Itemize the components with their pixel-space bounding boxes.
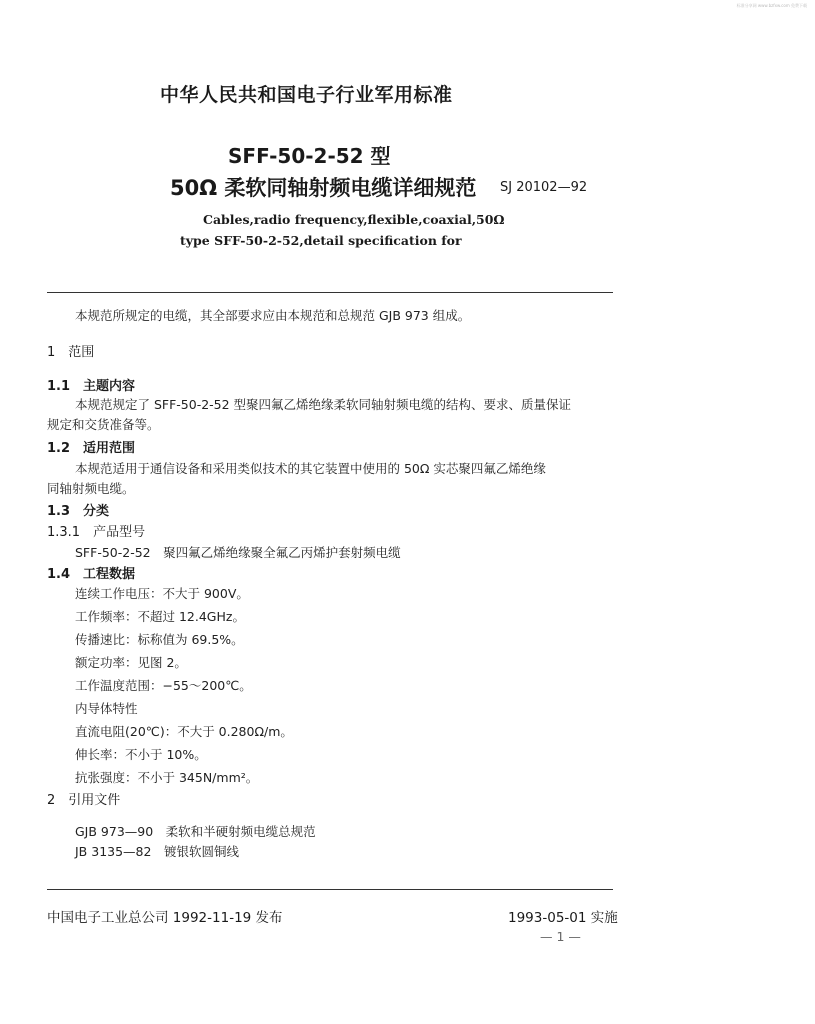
engineering-data-item: 额定功率：见图 2。 xyxy=(75,655,187,670)
section-1-2-text-line1: 本规范适用于通信设备和采用类似技术的其它装置中使用的 50Ω 实芯聚四氟乙烯绝缘 xyxy=(75,461,546,476)
model-heading: SFF-50-2-52 型 xyxy=(228,144,391,168)
top-divider xyxy=(47,292,613,293)
engineering-data-item: 连续工作电压：不大于 900V。 xyxy=(75,586,249,601)
section-1-1-text-line1: 本规范规定了 SFF-50-2-52 型聚四氟乙烯绝缘柔软同轴射频电缆的结构、要求、质量保证 xyxy=(75,397,572,412)
engineering-data-item: 伸长率：不小于 10%。 xyxy=(75,747,207,762)
english-title-line1: Cables,radio frequency,flexible,coaxial,50Ω xyxy=(203,212,505,227)
section-1-heading: 1 范围 xyxy=(47,345,95,360)
effective-date: 1993-05-01 实施 xyxy=(508,910,618,926)
english-title-line2: type SFF-50-2-52,detail specification for xyxy=(180,233,462,248)
section-1-2-text-line2: 同轴射频电缆。 xyxy=(47,481,135,496)
section-1-2-heading: 1.2 适用范围 xyxy=(47,441,136,456)
section-1-3-1-heading: 1.3.1 产品型号 xyxy=(47,525,146,540)
section-2-heading: 2 引用文件 xyxy=(47,793,121,808)
org-standard-heading: 中华人民共和国电子行业军用标准 xyxy=(160,84,453,106)
section-1-3-heading: 1.3 分类 xyxy=(47,504,110,519)
section-1-4-heading: 1.4 工程数据 xyxy=(47,567,136,582)
engineering-data-item: 工作频率：不超过 12.4GHz。 xyxy=(75,609,245,624)
spec-title: 50Ω 柔软同轴射频电缆详细规范 xyxy=(170,176,477,200)
issue-date: 中国电子工业总公司 1992-11-19 发布 xyxy=(47,910,283,926)
reference-item: GJB 973—90 柔软和半硬射频电缆总规范 xyxy=(75,824,316,839)
corner-watermark: 标准分享网 www.bzfxw.com 免费下载 xyxy=(736,3,807,8)
section-1-1-text-line2: 规定和交货准备等。 xyxy=(47,417,160,432)
page-number: — 1 — xyxy=(540,929,581,944)
engineering-data-item: 抗张强度：不小于 345N/mm²。 xyxy=(75,770,259,785)
product-model-line: SFF-50-2-52 聚四氟乙烯绝缘聚全氟乙丙烯护套射频电缆 xyxy=(75,545,401,560)
section-1-1-heading: 1.1 主题内容 xyxy=(47,379,136,394)
engineering-data-item: 直流电阻(20℃)：不大于 0.280Ω/m。 xyxy=(75,724,293,739)
engineering-data-item: 内导体特性 xyxy=(75,701,138,716)
intro-paragraph: 本规范所规定的电缆，其全部要求应由本规范和总规范 GJB 973 组成。 xyxy=(75,308,471,323)
standard-number: SJ 20102—92 xyxy=(500,180,588,195)
engineering-data-item: 传播速比：标称值为 69.5%。 xyxy=(75,632,244,647)
reference-item: JB 3135—82 镀银软圆铜线 xyxy=(75,844,239,859)
bottom-divider xyxy=(47,889,613,890)
engineering-data-item: 工作温度范围：−55～200℃。 xyxy=(75,678,252,693)
